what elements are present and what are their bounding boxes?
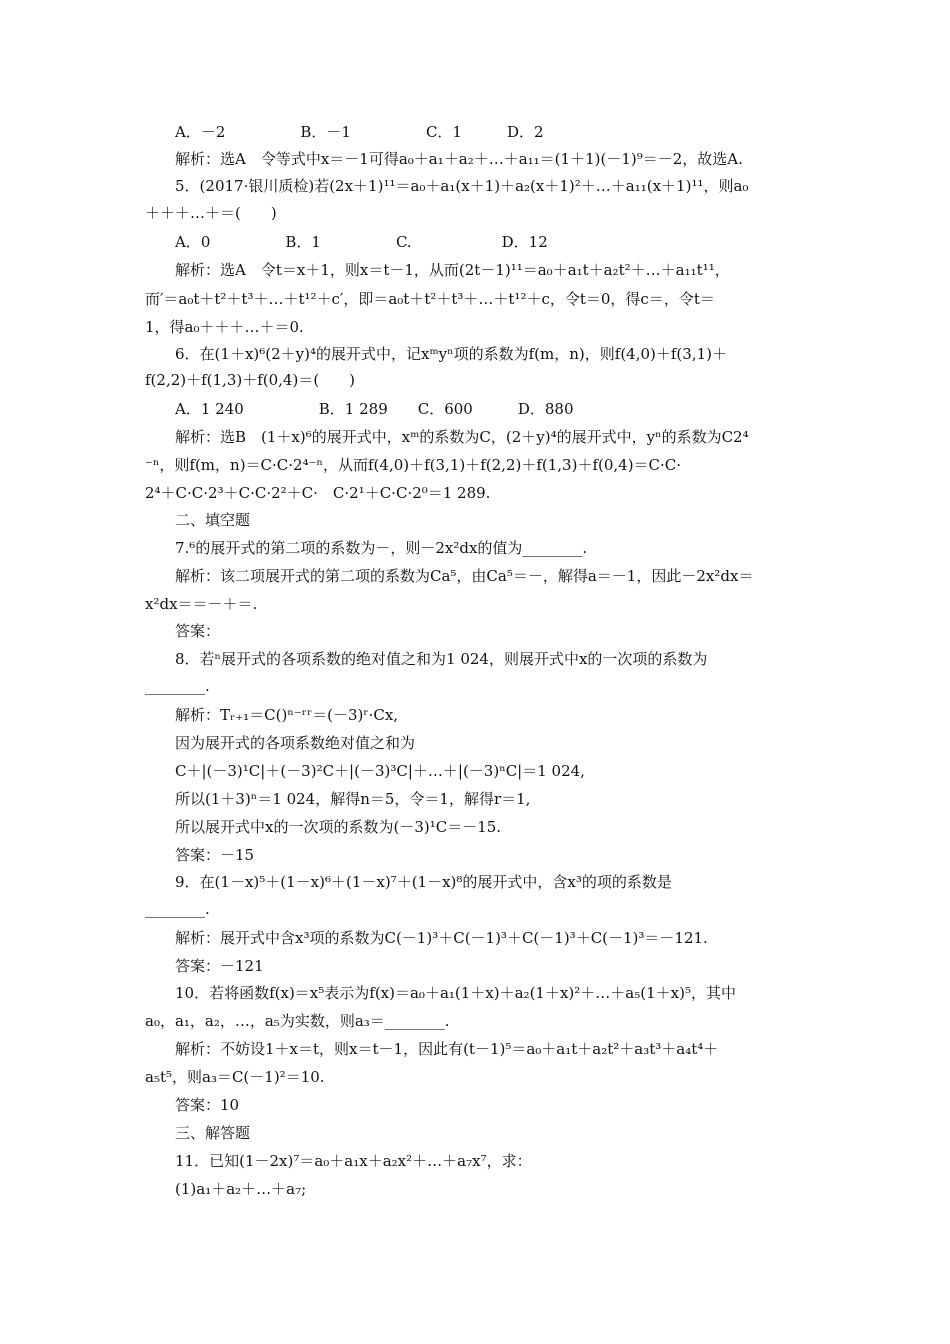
q6-solution-cont: ⁻ⁿ，则f(m，n)＝C·C·2⁴⁻ⁿ，从而f(4,0)＋f(3,1)＋f(2,2)＋f(1,3)＋f(0,4)＝C·C·: [145, 456, 682, 474]
q6-stem: 6．在(1＋x)⁶(2＋y)⁴的展开式中，记xᵐyⁿ项的系数为f(m，n)，则f(4,0)＋f(3,1)＋: [175, 345, 727, 363]
q7-stem: 7.⁶的展开式的第二项的系数为－，则－2x²dx的值为________.: [175, 539, 588, 557]
q7-solution-cont: x²dx＝＝－＋＝.: [145, 595, 258, 613]
q6-solution: 解析：选B (1＋x)⁶的展开式中，xᵐ的系数为C，(2＋y)⁴的展开式中，yⁿ的系数为C2⁴: [175, 428, 749, 446]
q10-solution: 解析：不妨设1＋x＝t，则x＝t－1，因此有(t－1)⁵＝a₀＋a₁t＋a₂t²＋a₃t³＋a₄t⁴＋: [175, 1040, 719, 1058]
q5-stem-cont: ＋＋＋…＋＝( ): [145, 204, 277, 222]
q5-options: A．0 B．1 C. D．12: [175, 233, 548, 251]
section-heading-fill: 二、填空题: [175, 511, 251, 529]
q8-solution: 解析：Tᵣ₊₁＝C()ⁿ⁻ʳʳ＝(－3)ʳ·Cx,: [175, 706, 399, 724]
q9-solution: 解析：展开式中含x³项的系数为C(－1)³＋C(－1)³＋C(－1)³＋C(－1)³＝－121.: [175, 929, 708, 947]
q6-stem-cont: f(2,2)＋f(1,3)＋f(0,4)＝( ): [145, 371, 356, 389]
q6-options: A．1 240 B．1 289 C．600 D．880: [175, 400, 574, 418]
q11-part1: (1)a₁＋a₂＋…＋a₇;: [175, 1180, 307, 1198]
q8-solution-5: 所以展开式中x的一次项的系数为(－3)¹C＝－15.: [175, 818, 502, 836]
q6-solution-end: 2⁴＋C·C·2³＋C·C·2²＋C· C·2¹＋C·C·2⁰＝1 289.: [145, 484, 491, 502]
q5-stem: 5．(2017·银川质检)若(2x＋1)¹¹＝a₀＋a₁(x＋1)＋a₂(x＋1)²＋…＋a₁₁(x＋1)¹¹，则a₀: [175, 177, 749, 195]
q4-options: A．－2 B．－1 C．1 D．2: [175, 123, 544, 141]
q5-solution: 解析：选A 令t＝x＋1，则x＝t－1，从而(2t－1)¹¹＝a₀＋a₁t＋a₂t²＋…＋a₁₁t¹¹，: [175, 261, 730, 279]
section-heading-solve: 三、解答题: [175, 1124, 251, 1142]
q4-solution: 解析：选A 令等式中x＝－1可得a₀＋a₁＋a₂＋…＋a₁₁＝(1＋1)(－1)⁹＝－2，故选A.: [175, 150, 743, 168]
q11-stem: 11．已知(1－2x)⁷＝a₀＋a₁x＋a₂x²＋…＋a₇x⁷，求：: [175, 1152, 532, 1170]
q10-answer: 答案：10: [175, 1096, 240, 1114]
q9-stem: 9．在(1－x)⁵＋(1－x)⁶＋(1－x)⁷＋(1－x)⁸的展开式中，含x³的项的系数是: [175, 873, 672, 891]
q5-solution-cont: 而′＝a₀t＋t²＋t³＋…＋t¹²＋c′，即＝a₀t＋t²＋t³＋…＋t¹²＋c，令t＝0，得c＝，令t＝: [145, 290, 715, 308]
q8-answer: 答案：－15: [175, 846, 255, 864]
q9-blank: ________.: [145, 900, 210, 918]
q8-solution-2: 因为展开式的各项系数绝对值之和为: [175, 734, 416, 752]
q8-solution-4: 所以(1＋3)ⁿ＝1 024，解得n＝5，令＝1，解得r＝1,: [175, 790, 531, 808]
q9-answer: 答案：－121: [175, 957, 264, 975]
q7-answer: 答案：: [175, 622, 221, 640]
q10-stem-cont: a₀，a₁，a₂，…，a₅为实数，则a₃＝________.: [145, 1012, 450, 1030]
q10-solution-cont: a₅t⁵，则a₃＝C(－1)²＝10.: [145, 1068, 325, 1086]
q7-solution: 解析：该二项展开式的第二项的系数为Ca⁵，由Ca⁵＝－，解得a＝－1，因此－2x²dx＝: [175, 567, 754, 585]
q8-solution-3: C＋|(－3)¹C|＋(－3)²C＋|(－3)³C|＋…＋|(－3)ⁿC|＝1 024,: [175, 762, 585, 780]
q5-solution-end: 1，得a₀＋＋＋…＋＝0.: [145, 318, 304, 336]
q8-stem: 8．若ⁿ展开式的各项系数的绝对值之和为1 024，则展开式中x的一次项的系数为: [175, 650, 708, 668]
q10-stem: 10．若将函数f(x)＝x⁵表示为f(x)＝a₀＋a₁(1＋x)＋a₂(1＋x)²＋…＋a₅(1＋x)⁵，其中: [175, 984, 736, 1002]
q8-blank: ________.: [145, 677, 210, 695]
